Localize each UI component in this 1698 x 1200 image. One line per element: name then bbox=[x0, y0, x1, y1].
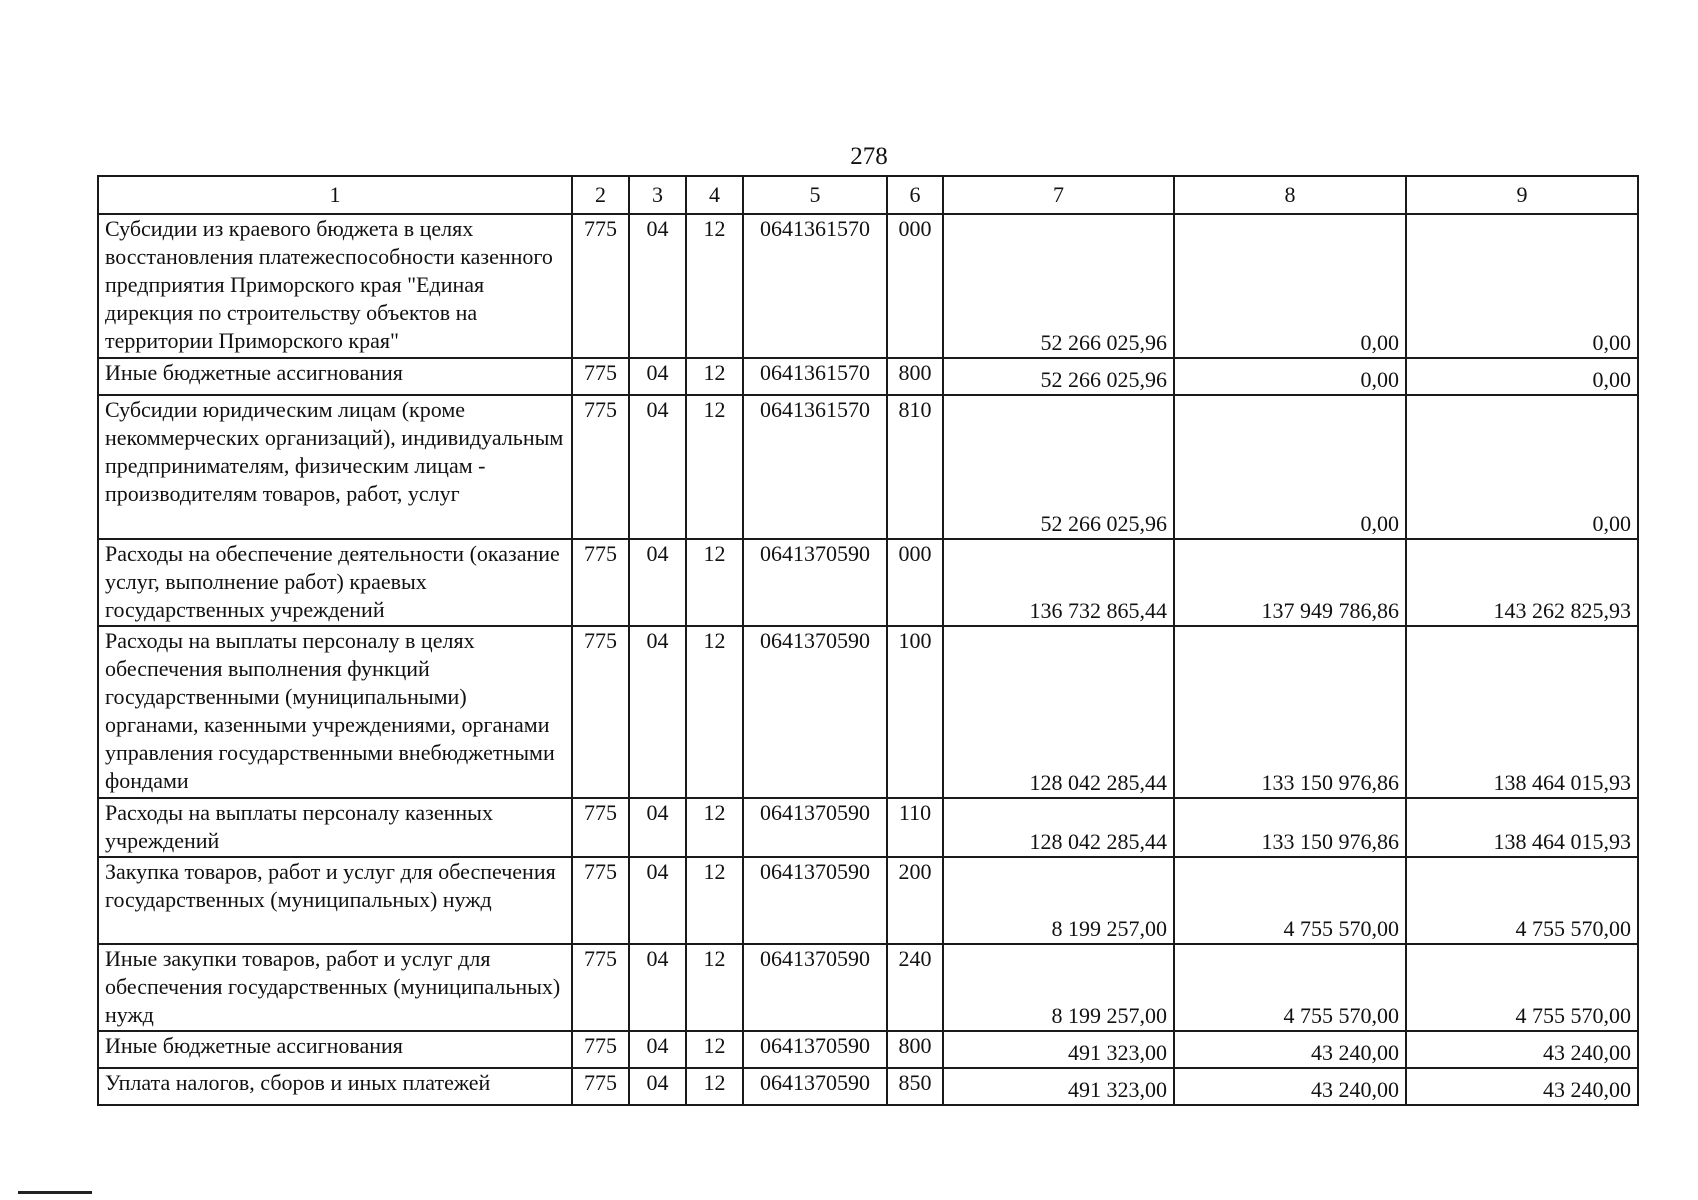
row-code: 775 bbox=[572, 857, 629, 944]
row-code: 04 bbox=[629, 214, 686, 358]
table-row bbox=[98, 1068, 1638, 1105]
row-code: 04 bbox=[629, 798, 686, 857]
row-amount: 43 240,00 bbox=[1406, 1068, 1638, 1105]
row-code: 0641370590 bbox=[743, 626, 887, 798]
row-code: 0641370590 bbox=[743, 857, 887, 944]
row-code: 110 bbox=[887, 798, 943, 857]
row-amount: 43 240,00 bbox=[1174, 1068, 1406, 1105]
row-amount: 4 755 570,00 bbox=[1406, 857, 1638, 944]
row-code: 12 bbox=[686, 798, 743, 857]
row-name: Уплата налогов, сборов и иных платежей bbox=[98, 1068, 572, 1105]
row-code: 04 bbox=[629, 1068, 686, 1105]
row-code: 12 bbox=[686, 395, 743, 539]
row-code: 0641361570 bbox=[743, 358, 887, 395]
row-code: 0641370590 bbox=[743, 944, 887, 1031]
row-code: 800 bbox=[887, 358, 943, 395]
footer-rule bbox=[18, 1191, 92, 1194]
row-code: 000 bbox=[887, 214, 943, 358]
row-amount: 8 199 257,00 bbox=[943, 857, 1174, 944]
header-cell: 7 bbox=[943, 176, 1174, 214]
table-row bbox=[98, 1031, 1638, 1068]
row-amount: 143 262 825,93 bbox=[1406, 539, 1638, 626]
row-code: 12 bbox=[686, 626, 743, 798]
row-code: 0641370590 bbox=[743, 539, 887, 626]
row-code: 775 bbox=[572, 798, 629, 857]
header-cell: 1 bbox=[98, 176, 572, 214]
row-name: Иные бюджетные ассигнования bbox=[98, 1031, 572, 1068]
row-amount: 491 323,00 bbox=[943, 1068, 1174, 1105]
row-code: 0641361570 bbox=[743, 395, 887, 539]
row-code: 04 bbox=[629, 539, 686, 626]
row-amount: 0,00 bbox=[1406, 395, 1638, 539]
page-number: 278 bbox=[850, 143, 888, 170]
row-code: 0641370590 bbox=[743, 1031, 887, 1068]
table-row bbox=[98, 395, 1638, 539]
header-cell: 9 bbox=[1406, 176, 1638, 214]
row-amount: 4 755 570,00 bbox=[1174, 857, 1406, 944]
row-code: 12 bbox=[686, 358, 743, 395]
row-amount: 4 755 570,00 bbox=[1406, 944, 1638, 1031]
header-cell: 6 bbox=[887, 176, 943, 214]
table-row bbox=[98, 944, 1638, 1031]
row-code: 775 bbox=[572, 1068, 629, 1105]
row-code: 100 bbox=[887, 626, 943, 798]
row-code: 775 bbox=[572, 358, 629, 395]
row-amount: 133 150 976,86 bbox=[1174, 626, 1406, 798]
row-code: 810 bbox=[887, 395, 943, 539]
row-name: Иные бюджетные ассигнования bbox=[98, 358, 572, 395]
row-amount: 128 042 285,44 bbox=[943, 626, 1174, 798]
row-amount: 52 266 025,96 bbox=[943, 358, 1174, 395]
header-cell: 2 bbox=[572, 176, 629, 214]
row-code: 775 bbox=[572, 626, 629, 798]
row-name: Субсидии юридическим лицам (кроме некоммерческих организаций), индивидуальным предпринимателям, физическим лицам - производителям товаров, работ, услуг bbox=[98, 395, 572, 539]
row-amount: 43 240,00 bbox=[1406, 1031, 1638, 1068]
header-cell: 8 bbox=[1174, 176, 1406, 214]
row-amount: 0,00 bbox=[1174, 214, 1406, 358]
row-code: 000 bbox=[887, 539, 943, 626]
row-code: 0641370590 bbox=[743, 1068, 887, 1105]
row-code: 0641361570 bbox=[743, 214, 887, 358]
row-code: 800 bbox=[887, 1031, 943, 1068]
row-amount: 43 240,00 bbox=[1174, 1031, 1406, 1068]
row-amount: 128 042 285,44 bbox=[943, 798, 1174, 857]
row-code: 775 bbox=[572, 214, 629, 358]
row-code: 04 bbox=[629, 857, 686, 944]
header-cell: 3 bbox=[629, 176, 686, 214]
row-code: 850 bbox=[887, 1068, 943, 1105]
row-name: Закупка товаров, работ и услуг для обеспечения государственных (муниципальных) нужд bbox=[98, 857, 572, 944]
row-code: 12 bbox=[686, 1031, 743, 1068]
row-code: 04 bbox=[629, 1031, 686, 1068]
header-cell: 4 bbox=[686, 176, 743, 214]
table-row bbox=[98, 358, 1638, 395]
row-name: Субсидии из краевого бюджета в целях восстановления платежеспособности казенного предприятия Приморского края "Единая дирекция по строительству объектов на территории Приморского края" bbox=[98, 214, 572, 358]
row-amount: 52 266 025,96 bbox=[943, 214, 1174, 358]
row-amount: 0,00 bbox=[1406, 358, 1638, 395]
row-code: 12 bbox=[686, 214, 743, 358]
row-amount: 137 949 786,86 bbox=[1174, 539, 1406, 626]
row-code: 775 bbox=[572, 944, 629, 1031]
row-code: 12 bbox=[686, 1068, 743, 1105]
table-row bbox=[98, 798, 1638, 857]
row-code: 12 bbox=[686, 944, 743, 1031]
row-code: 0641370590 bbox=[743, 798, 887, 857]
row-code: 775 bbox=[572, 395, 629, 539]
row-code: 240 bbox=[887, 944, 943, 1031]
row-amount: 8 199 257,00 bbox=[943, 944, 1174, 1031]
header-cell: 5 bbox=[743, 176, 887, 214]
row-name: Иные закупки товаров, работ и услуг для обеспечения государственных (муниципальных) нужд bbox=[98, 944, 572, 1031]
row-name: Расходы на выплаты персоналу в целях обеспечения выполнения функций государственными (муниципальными) органами, казенными учреждениями, органами управления государственными внебюджетными фондами bbox=[98, 626, 572, 798]
row-amount: 0,00 bbox=[1406, 214, 1638, 358]
row-amount: 138 464 015,93 bbox=[1406, 626, 1638, 798]
row-amount: 491 323,00 bbox=[943, 1031, 1174, 1068]
row-code: 12 bbox=[686, 539, 743, 626]
table-row bbox=[98, 626, 1638, 798]
row-amount: 0,00 bbox=[1174, 358, 1406, 395]
row-name: Расходы на обеспечение деятельности (оказание услуг, выполнение работ) краевых государственных учреждений bbox=[98, 539, 572, 626]
row-amount: 4 755 570,00 bbox=[1174, 944, 1406, 1031]
row-code: 04 bbox=[629, 626, 686, 798]
row-code: 04 bbox=[629, 395, 686, 539]
table-row bbox=[98, 214, 1638, 358]
row-code: 200 bbox=[887, 857, 943, 944]
table-row bbox=[98, 857, 1638, 944]
row-amount: 0,00 bbox=[1174, 395, 1406, 539]
row-code: 04 bbox=[629, 358, 686, 395]
table-row bbox=[98, 539, 1638, 626]
header-row bbox=[98, 176, 1638, 214]
row-amount: 52 266 025,96 bbox=[943, 395, 1174, 539]
row-code: 04 bbox=[629, 944, 686, 1031]
row-name: Расходы на выплаты персоналу казенных учреждений bbox=[98, 798, 572, 857]
row-code: 775 bbox=[572, 539, 629, 626]
row-amount: 133 150 976,86 bbox=[1174, 798, 1406, 857]
row-amount: 138 464 015,93 bbox=[1406, 798, 1638, 857]
row-code: 12 bbox=[686, 857, 743, 944]
budget-table bbox=[97, 175, 1639, 1106]
row-code: 775 bbox=[572, 1031, 629, 1068]
row-amount: 136 732 865,44 bbox=[943, 539, 1174, 626]
